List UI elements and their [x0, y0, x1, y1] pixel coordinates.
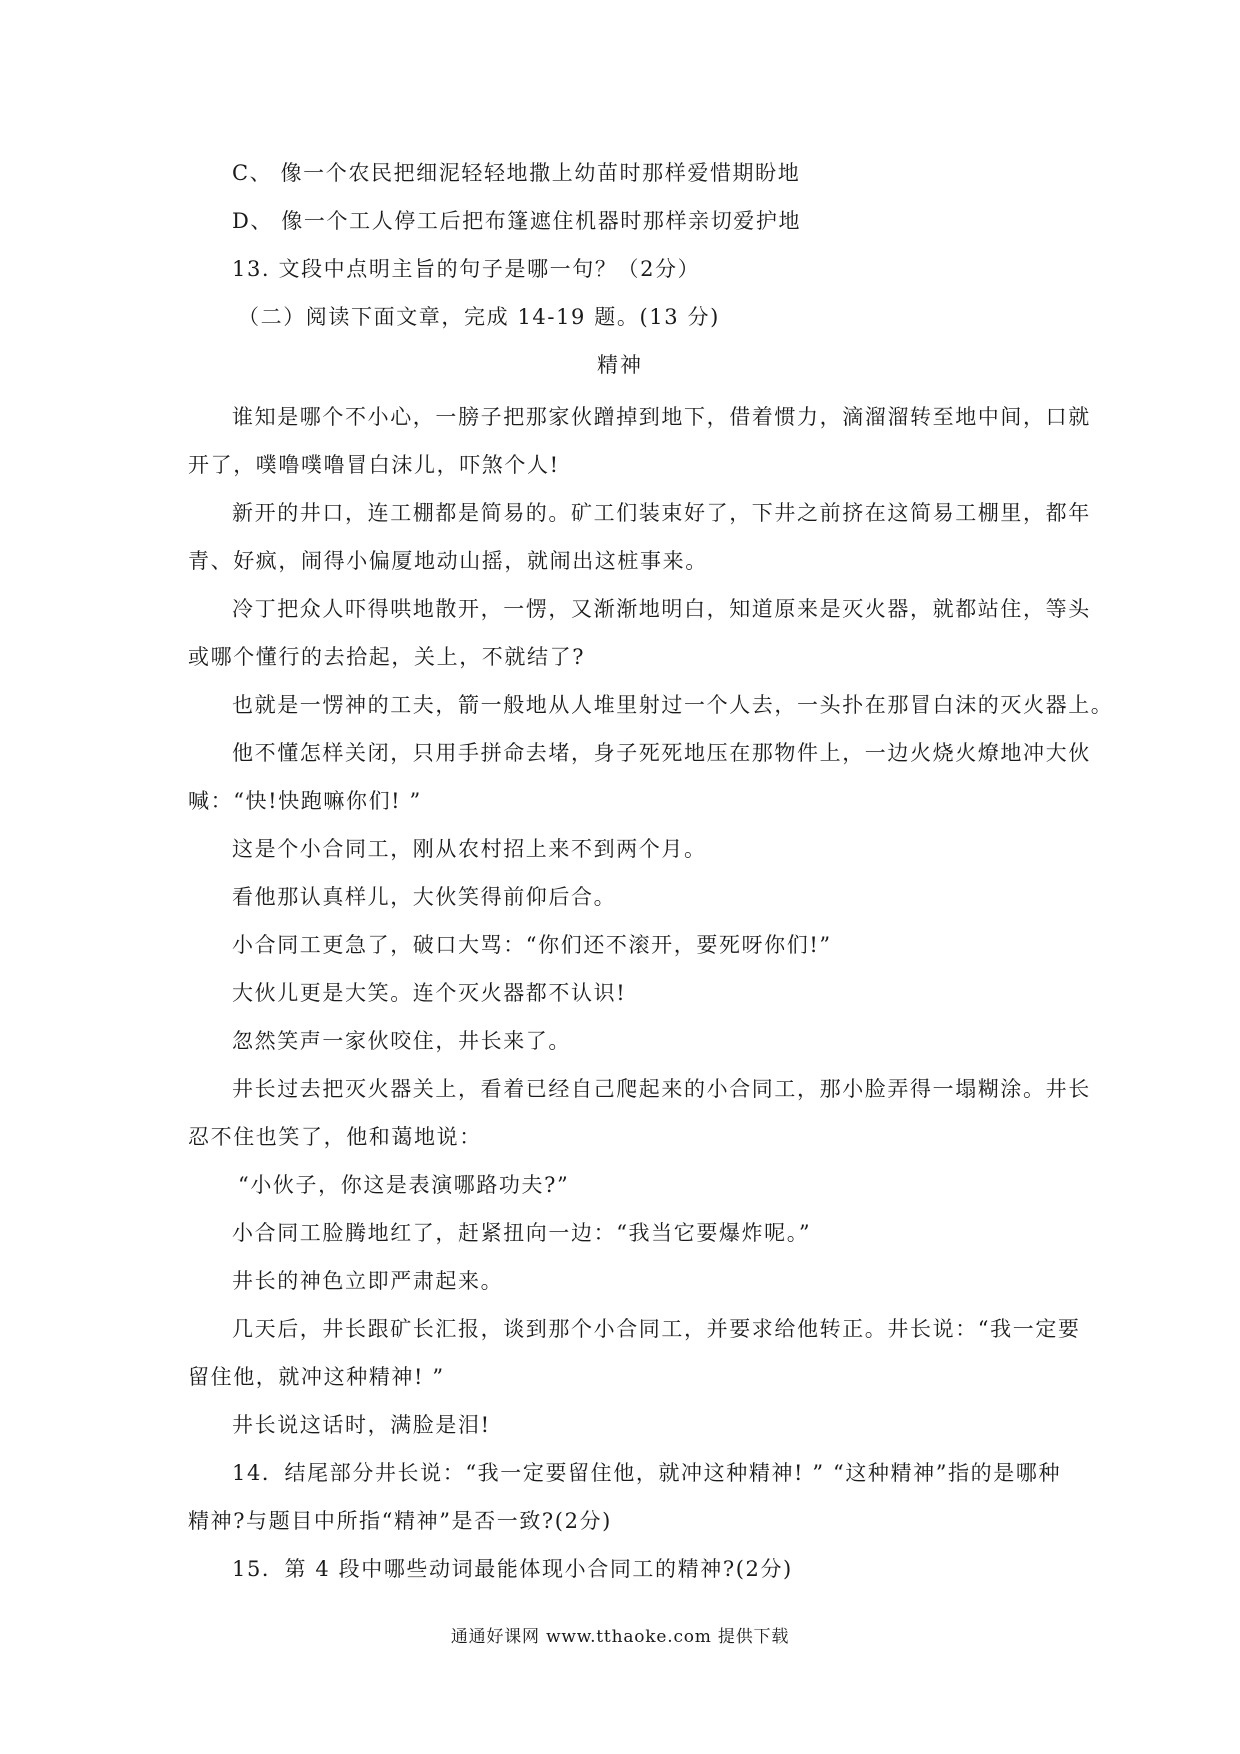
passage-line: 他不懂怎样关闭，只用手拼命去堵，身子死死地压在那物件上，一边火烧火燎地冲大伙	[232, 741, 1091, 765]
passage-line: 开了，噗噜噗噜冒白沫儿，吓煞个人!	[188, 453, 560, 477]
passage-line: 冷丁把众人吓得哄地散开，一愣，又渐渐地明白，知道原来是灭火器，就都站住，等头	[232, 597, 1091, 621]
question-14-line: 14．结尾部分井长说：“我一定要留住他，就冲这种精神! ” “这种精神”指的是哪种	[232, 1461, 1062, 1485]
passage-line: 井长过去把灭火器关上，看着已经自己爬起来的小合同工，那小脸弄得一塌糊涂。井长	[232, 1077, 1091, 1101]
passage-line: 小合同工脸腾地红了，赶紧扭向一边：“我当它要爆炸呢。”	[232, 1221, 812, 1245]
page-footer: 通通好课网 www.tthaoke.com 提供下载	[450, 1627, 790, 1647]
passage-line: 几天后，井长跟矿长汇报，谈到那个小合同工，并要求给他转正。井长说：“我一定要	[232, 1317, 1081, 1341]
question-14-line: 精神?与题目中所指“精神”是否一致?(2分)	[188, 1509, 612, 1533]
passage-line: 大伙儿更是大笑。连个灭火器都不认识!	[232, 981, 627, 1005]
section-heading: （二）阅读下面文章，完成 14-19 题。(13 分)	[238, 305, 720, 329]
option-c: C、 像一个农民把细泥轻轻地撒上幼苗时那样爱惜期盼地	[232, 161, 801, 185]
passage-line: 忍不住也笑了，他和蔼地说：	[188, 1125, 482, 1149]
option-d: D、 像一个工人停工后把布篷遮住机器时那样亲切爱护地	[232, 209, 802, 233]
passage-line: 井长的神色立即严肃起来。	[232, 1269, 504, 1293]
passage-line: 青、好疯，闹得小偏厦地动山摇，就闹出这桩事来。	[188, 549, 708, 573]
passage-line: 小合同工更急了，破口大骂：“你们还不滚开，要死呀你们!”	[232, 933, 832, 957]
passage-line: 留住他，就冲这种精神! ”	[188, 1365, 445, 1389]
passage-line: 看他那认真样儿，大伙笑得前仰后合。	[232, 885, 617, 909]
passage-line: 井长说这话时，满脸是泪!	[232, 1413, 491, 1437]
passage-line: 也就是一愣神的工夫，箭一般地从人堆里射过一个人去，一头扑在那冒白沫的灭火器上。	[232, 693, 1114, 717]
passage-line: “小伙子，你这是表演哪路功夫?”	[238, 1173, 570, 1197]
passage-line: 忽然笑声一家伙咬住，井长来了。	[232, 1029, 571, 1053]
passage-line: 这是个小合同工，刚从农村招上来不到两个月。	[232, 837, 707, 861]
question-13: 13. 文段中点明主旨的句子是哪一句？（2分）	[232, 257, 701, 281]
passage-line: 谁知是哪个不小心，一膀子把那家伙蹭掉到地下，借着惯力，滴溜溜转至地中间，口就	[232, 405, 1091, 429]
passage-title: 精神	[597, 353, 643, 377]
passage-line: 喊：“快!快跑嘛你们! ”	[188, 789, 422, 813]
question-15: 15．第 4 段中哪些动词最能体现小合同工的精神?(2分)	[232, 1557, 793, 1581]
passage-line: 或哪个懂行的去拾起，关上，不就结了?	[188, 645, 586, 669]
passage-line: 新开的井口，连工棚都是简易的。矿工们装束好了，下井之前挤在这简易工棚里，都年	[232, 501, 1091, 525]
